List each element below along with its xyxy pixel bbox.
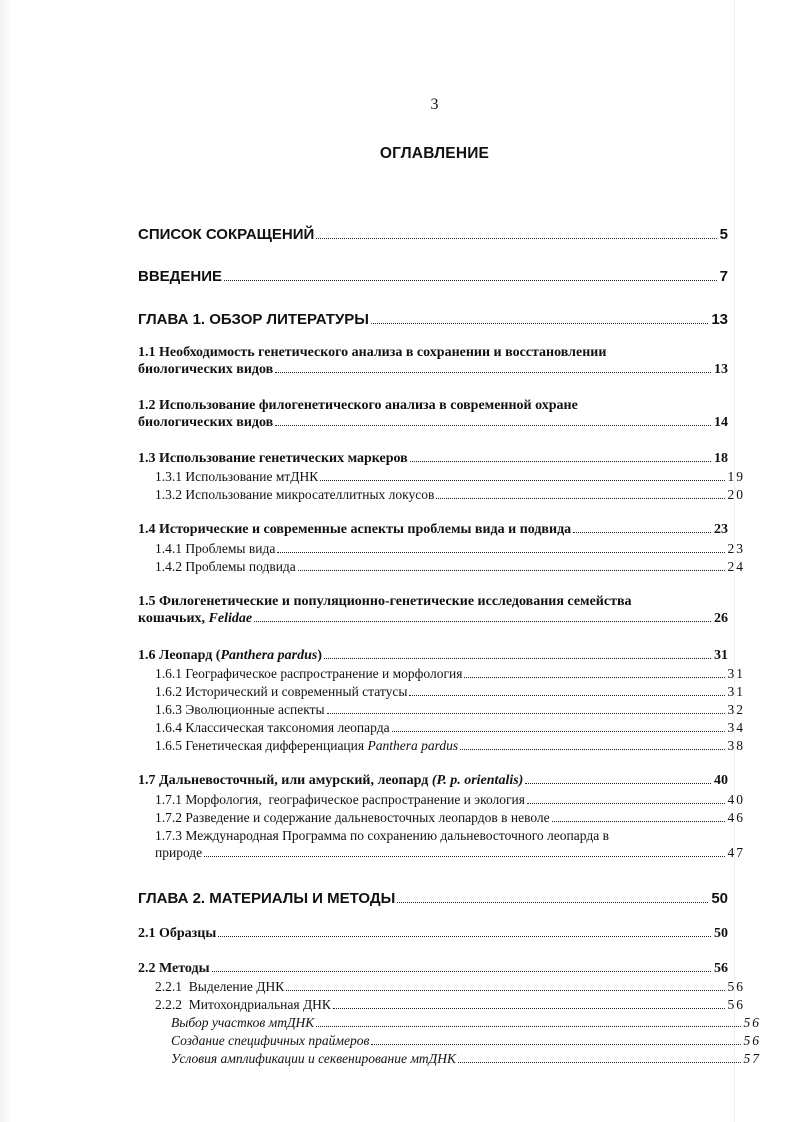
toc-entry-page: 47	[727, 845, 745, 860]
dot-leader	[460, 749, 724, 750]
label-italic: Panthera pardus	[220, 648, 318, 663]
toc-entry-1-7[interactable]	[138, 773, 728, 789]
dot-leader	[458, 1062, 741, 1063]
dot-leader	[277, 552, 724, 553]
toc-entry-1-3-1[interactable]	[138, 469, 745, 485]
toc-entry-page: 56	[714, 961, 728, 976]
toc-entry-1-4-1[interactable]	[138, 541, 745, 557]
toc-entry-label: 1.6.4 Классическая таксономия леопарда	[155, 720, 390, 735]
toc-entry-label: СПИСОК СОКРАЩЕНИЙ	[138, 226, 315, 243]
toc-entry-1-6[interactable]	[138, 648, 728, 664]
toc-entry-label	[138, 773, 523, 789]
label-text: кошачьих,	[138, 611, 209, 626]
toc-entry-label: 2.2.2 Митохондриальная ДНК	[155, 997, 331, 1012]
toc-entry-page: 56	[743, 1033, 761, 1048]
dot-leader	[527, 803, 725, 804]
toc-entry-page: 5	[719, 226, 728, 243]
toc-entry-label: 1.6.1 Географическое распространение и морфология	[155, 666, 463, 681]
toc-entry-page: 24	[727, 559, 745, 574]
dot-leader	[410, 461, 711, 462]
toc-entry-label: 1.6.3 Эволюционные аспекты	[155, 702, 325, 717]
toc-entry-page: 34	[727, 720, 745, 735]
dot-leader	[275, 425, 711, 426]
toc-entry-label: 1.4 Исторические и современные аспекты проблемы вида и подвида	[138, 522, 572, 537]
label-italic: Felidae	[208, 611, 253, 626]
toc-entry-label: Условия амплификации и секвенирование мтДНК	[171, 1051, 456, 1066]
dot-leader	[464, 677, 724, 678]
label-italic: (P. p. orientalis)	[431, 773, 524, 788]
scan-edge	[0, 0, 12, 1122]
toc-entry-page: 19	[727, 469, 745, 484]
label-text: )	[317, 648, 322, 663]
dot-leader	[218, 936, 711, 937]
page-number: 3	[430, 96, 439, 113]
toc-entry-label: 1.7.1 Морфология, географическое распространение и экология	[155, 792, 525, 807]
dot-leader	[397, 902, 708, 903]
toc-entry-page: 46	[727, 810, 745, 825]
toc-entry-page: 56	[727, 979, 745, 994]
toc-entry-1-6-2[interactable]	[138, 684, 745, 700]
label-text: 1.6.5 Генетическая дифференциация	[155, 738, 368, 753]
dot-leader	[525, 783, 711, 784]
toc-entry-label-line2: природе	[155, 845, 203, 860]
toc-entry-page: 40	[727, 792, 745, 807]
toc-entry-page: 56	[743, 1015, 761, 1030]
dot-leader	[204, 856, 724, 857]
toc-entry-2-2-2-b[interactable]	[138, 1033, 761, 1049]
toc-entry-page: 50	[714, 926, 728, 941]
dot-leader	[371, 1044, 740, 1045]
toc-entry-label-line2: биологических видов	[138, 362, 274, 377]
toc-entry-1-7-1[interactable]	[138, 792, 745, 808]
toc-entry-1-3[interactable]	[138, 451, 728, 467]
dot-leader	[573, 532, 711, 533]
toc-entry-page: 13	[714, 362, 728, 377]
toc-entry-1-6-3[interactable]	[138, 702, 745, 718]
toc-entry-page: 23	[714, 522, 728, 537]
dot-leader	[212, 971, 711, 972]
toc-entry-1-3-2[interactable]	[138, 487, 745, 503]
page-title: ОГЛАВЛЕНИЕ	[379, 145, 490, 162]
dot-leader	[254, 621, 711, 622]
toc-entry-1-7-3[interactable]	[138, 828, 745, 861]
toc-entry-chapter-2[interactable]	[138, 890, 728, 907]
dot-leader	[409, 695, 724, 696]
toc-entry-label: 1.3 Использование генетических маркеров	[138, 451, 408, 466]
toc-entry-chapter-1[interactable]	[138, 311, 728, 328]
dot-leader	[392, 731, 725, 732]
toc-entry-label: 1.6.2 Исторический и современный статусы	[155, 684, 408, 699]
dot-leader	[275, 372, 711, 373]
label-text: 1.7 Дальневосточный, или амурский, леопард	[138, 773, 432, 788]
toc-entry-2-2-1[interactable]	[138, 979, 745, 995]
toc-entry-page: 31	[727, 684, 745, 699]
toc-entry-label-line1: 1.5 Филогенетические и популяционно-генетические исследования семейства	[138, 594, 632, 609]
toc-entry-label: 2.1 Образцы	[138, 926, 217, 941]
toc-entry-page: 31	[714, 648, 728, 663]
toc-entry-2-1[interactable]	[138, 926, 728, 942]
toc-entry-1-5[interactable]	[138, 594, 728, 627]
toc-entry-page: 7	[719, 268, 728, 285]
toc-entry-page: 56	[727, 997, 745, 1012]
toc-entry-label	[155, 738, 458, 754]
dot-leader	[436, 498, 724, 499]
toc-entry-2-2-2[interactable]	[138, 997, 745, 1013]
dot-leader	[316, 1026, 740, 1027]
toc-entry-1-7-2[interactable]	[138, 810, 745, 826]
toc-entry-1-1[interactable]	[138, 345, 728, 378]
toc-entry-1-6-5[interactable]	[138, 738, 745, 754]
toc-entry-label: 1.3.1 Использование мтДНК	[155, 469, 319, 484]
toc-entry-label-line2: биологических видов	[138, 415, 274, 430]
toc-entry-label: 2.2.1 Выделение ДНК	[155, 979, 285, 994]
toc-entry-label: 1.3.2 Использование микросателлитных локусов	[155, 487, 435, 502]
dot-leader	[320, 480, 724, 481]
label-italic: Panthera pardus	[367, 738, 459, 753]
toc-entry-label: 1.7.2 Разведение и содержание дальневосточных леопардов в неволе	[155, 810, 550, 825]
toc-entry-page: 14	[714, 415, 728, 430]
toc-entry-page: 31	[727, 666, 745, 681]
toc-entry-label: Создание специфичных праймеров	[171, 1033, 370, 1048]
toc-entry-page: 18	[714, 451, 728, 466]
dot-leader	[224, 280, 717, 281]
dot-leader	[327, 713, 725, 714]
dot-leader	[371, 323, 708, 324]
toc-entry-1-2[interactable]	[138, 398, 728, 431]
toc-entry-page: 38	[727, 738, 745, 753]
toc-entry-label-line2	[138, 611, 252, 627]
dot-leader	[552, 821, 725, 822]
toc-entry-page: 32	[727, 702, 745, 717]
toc-entry-1-6-4[interactable]	[138, 720, 745, 736]
dot-leader	[333, 1008, 725, 1009]
toc-entry-label: Выбор участков мтДНК	[171, 1015, 315, 1030]
label-text: 1.6 Леопард (	[138, 648, 221, 663]
toc-entry-page: 26	[714, 611, 728, 626]
toc-entry-page: 13	[711, 311, 728, 328]
dot-leader	[316, 238, 716, 239]
toc-entry-page: 23	[727, 541, 745, 556]
toc-entry-label: ГЛАВА 1. ОБЗОР ЛИТЕРАТУРЫ	[138, 311, 369, 328]
toc-entry-introduction[interactable]	[138, 268, 728, 285]
toc-entry-1-4-2[interactable]	[138, 559, 745, 575]
toc-entry-label: ВВЕДЕНИЕ	[138, 268, 222, 285]
toc-entry-label-line1: 1.1 Необходимость генетического анализа в сохранении и восстановлении	[138, 345, 607, 360]
dot-leader	[286, 990, 724, 991]
toc-entry-page: 20	[727, 487, 745, 502]
toc-entry-1-6-1[interactable]	[138, 666, 745, 682]
toc-entry-page: 50	[711, 890, 728, 907]
toc-entry-page: 40	[714, 773, 728, 788]
dot-leader	[298, 570, 725, 571]
toc-entry-abbreviations[interactable]	[138, 226, 728, 243]
dot-leader	[324, 658, 711, 659]
toc-entry-label	[138, 648, 322, 664]
toc-entry-label: ГЛАВА 2. МАТЕРИАЛЫ И МЕТОДЫ	[138, 890, 396, 907]
toc-entry-2-2[interactable]	[138, 961, 728, 977]
toc-entry-label: 2.2 Методы	[138, 961, 210, 976]
toc-entry-2-2-2-a[interactable]	[138, 1015, 761, 1031]
toc-entry-1-4[interactable]	[138, 522, 728, 538]
toc-entry-label: 1.4.2 Проблемы подвида	[155, 559, 296, 574]
toc-entry-label: 1.4.1 Проблемы вида	[155, 541, 276, 556]
toc-entry-label-line1: 1.7.3 Международная Программа по сохранению дальневосточного леопарда в	[155, 828, 609, 843]
toc-entry-label-line1: 1.2 Использование филогенетического анализа в современной охране	[138, 398, 578, 413]
toc-entry-2-2-2-c[interactable]	[138, 1051, 761, 1067]
toc-entry-page: 57	[743, 1051, 761, 1066]
